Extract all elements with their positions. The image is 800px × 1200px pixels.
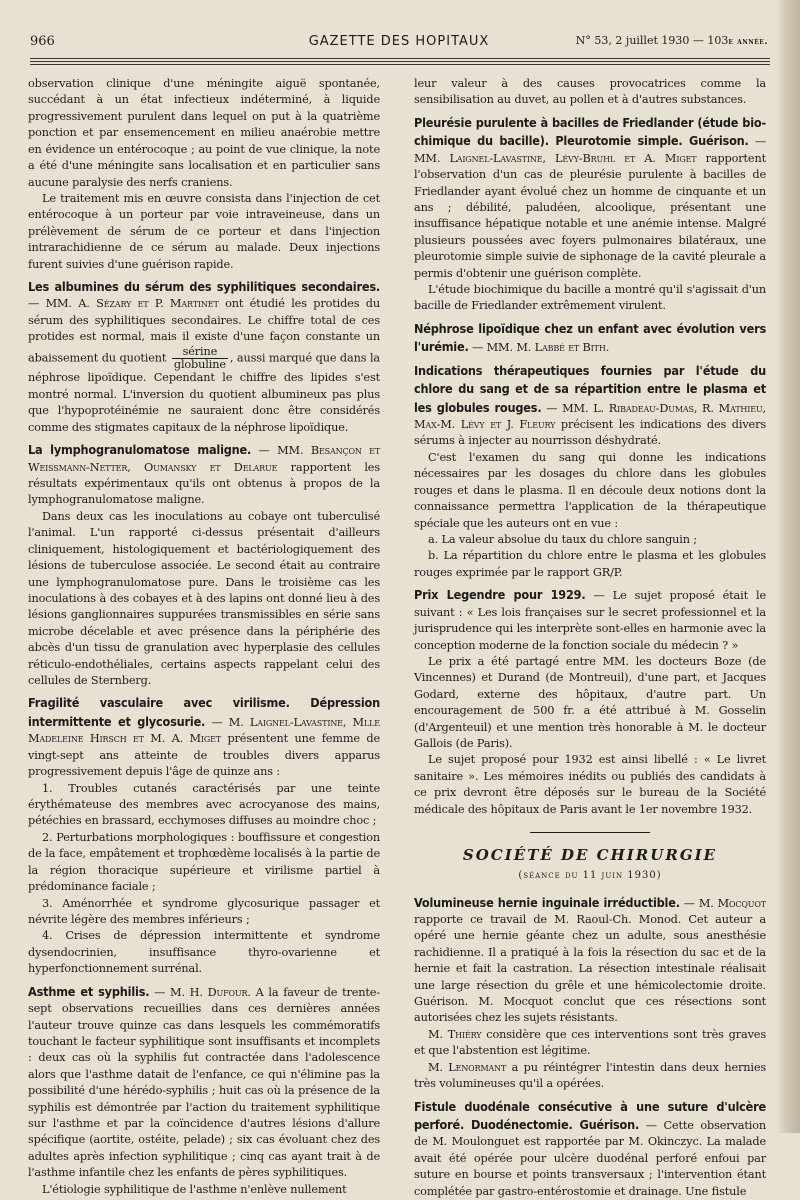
paragraph: Le prix a été partagé entre MM. les docteurs Boze (de Vincennes) et Durand (de Montreuil), d'une part, et Jacques Godard, externe des hôpitaux, d'autre part. Un encouragement de 500 fr. a été attribué à M. Gosselin (d'Argenteuil) et une mention très honorable à M. le docteur Gallois (de Paris). [414, 654, 766, 751]
page-header [30, 34, 768, 54]
fraction [172, 346, 228, 371]
article-heading: Prix Legendre pour 1929. [414, 587, 586, 603]
list-item: 1. Troubles cutanés caractérisés par une teinte érythémateuse des membres avec acrocyanose des mains, pétéchies en brassard, ecchymoses diffuses au moindre choc ; [28, 781, 380, 828]
article-body: rapportent les résultats expérimentaux qu'ils ont obtenus à propos de la lymphogranulomatose maligne. [28, 460, 380, 507]
article-sezary [28, 278, 380, 436]
article-authors: — M. H. Dufour. [154, 985, 251, 999]
list-item: 2. Perturbations morphologiques : bouffissure et congestion de la face, empâtement et trophœdème localisés à la partie de la région thoracique supérieure et virilisme partiel à prédominance faciale ; [28, 830, 380, 894]
article-heading: Néphrose lipoïdique chez un enfant avec évolution vers l'urémie. [414, 320, 766, 355]
article-heading: La lymphogranulomatose maligne. [28, 442, 252, 458]
article-body: A la faveur de trente-sept observations recueillies dans ces dernières années l'auteur trouve quinze cas dans lesquels les commémoratifs touchant le facteur syphilitique sont insuffisants et incomplets : deux cas où la syphilis fut contractée dans l'adolescence alors que l'asthme datait de l'enfance, ce qui n'élimine pas la possibilité d'une hérédo-syphilis ; huit cas où la présence de la syphilis est démontrée par l'action du traitement syphilitique sur l'asthme et par la coïncidence d'autres lésions d'allure spécifique (aortite, ostéite, pelade) ; six cas évoluant chez des adultes après infection syphilitique ; cinq cas ayant trait à de l'asthme infantile chez les enfants de pères syphilitiques. [28, 985, 381, 1180]
right-column [414, 76, 767, 1198]
article-body: ont étudié les protides du sérum des syphilitiques secondaires. Le chiffre total de ces protides est normal, mais il existe d'une façon constante un abaissement du quotient [28, 297, 380, 365]
article-body: — Le sujet proposé était le suivant : « Les lois françaises sur le secret professionnel et la jurisprudence qui les interprète sont-elles en harmonie avec la conception moderne de la fonction sociale du médecin ? » [414, 589, 766, 652]
article-fragilite [28, 694, 380, 780]
page-number: 966 [30, 34, 55, 49]
article-authors: — MM. Laignel-Lavastine, Lévy-Bruhl et A. Miget [414, 135, 766, 165]
article-body: rapporte ce travail de M. Raoul-Ch. Monod. Cet auteur a opéré une hernie géante chez un adulte, sous anesthésie rachidienne. Il a pratiqué à la fois la résection du sac et de la hernie et fait la castration. La résection intestinale réalisait une large résection du grêle et une hémicolectomie droite. Guérison. M. Mocquot conclut que ces résections sont autorisées chez les sujets résistants. [414, 912, 766, 1025]
article-body: rapportent l'observation d'un cas de pleurésie purulente à bacilles de Friedlander ayant évolué chez un homme de cinquante et un ans ; débilité, paludéen, alcoolique, présentant une insuffisance hépatique notable et une anémie intense. Malgré plusieurs poussées avec foyers pulmonaires bilatéraux, une pleurotomie simple suivie de siphonage de la cavité pleurale a permis d'obtenir une guérison complète. [414, 151, 766, 280]
article-authors: — M. Mocquot [683, 896, 766, 910]
article-authors: — M. Laignel-Lavastine, Mlle Madeleine Hirsch et M. A. Miget [28, 715, 380, 746]
issue-year-suffix: e année. [728, 37, 768, 47]
article-heading: Fragilité vasculaire avec virilisme. Dépression intermittente et glycosurie. [28, 695, 380, 729]
article-hernie [414, 894, 766, 1027]
article-authors: — MM. M. Labbé et Bith. [472, 341, 610, 355]
issue-info [576, 34, 768, 47]
paragraph: L'étude biochimique du bacille a montré qu'il s'agissait d'un bacille de Friedlander extrêmement virulent. [414, 283, 766, 313]
author-name: M. Lenormant [428, 1060, 507, 1074]
paragraph: observation clinique d'une méningite aiguë spontanée, succédant à un état infectieux indéterminé, à liquide progressivement purulent dans lequel on put à la quatrième ponction et par ensemencement en milieu anaérobie mettre en évidence un entérocoque ; au point de vue clinique, la note a été d'une méningite sans localisation et en particulier sans aucune paralysie des nerfs craniens. [28, 77, 380, 189]
article-heading: Asthme et syphilis. [28, 983, 150, 999]
journal-title: GAZETTE DES HOPITAUX [308, 34, 490, 49]
paragraph: leur valeur à des causes provocatrices comme la sensibilisation au duvet, au pollen et à d'autres substances. [414, 77, 766, 107]
paragraph: Dans deux cas les inoculations au cobaye ont tuberculisé l'animal. L'un rapporté ci-dessus présentait d'ailleurs cliniquement, histologiquement et bactériologiquement des lésions de tuberculose associée. Le second était au contraire une lymphogranulomatose pure. Dans le troisième cas les inoculations à des cobayes et à des lapins ont donné lieu à des lésions ganglionnaires suppurées transmissibles en série sans microbe décelable et avec présence dans la périphérie des abcès d'un tissu de granulation avec hyperplasie des cellules réticulo-endothéliales, certains aspects rappelant celui des cellules de Sternberg. [28, 509, 380, 688]
header-rule [30, 61, 770, 62]
article-body: a pu réintégrer l'intestin dans deux hernies très volumineuses qu'il a opérées. [414, 1060, 767, 1091]
list-item: 3. Aménorrhée et syndrome glycosurique passager et névrite légère des membres inférieurs ; [28, 896, 380, 926]
article-heading: Les albumines du sérum des syphilitiques secondaires. [28, 279, 380, 295]
fraction-denominator: globuline [173, 357, 226, 371]
article-chlore [414, 362, 766, 450]
list-item: 4. Crises de dépression intermittente et syndrome dysendocrinien, insuffisance thyro-ovarienne et hyperfonctionnement surrénal. [28, 929, 380, 976]
article-fistule [414, 1098, 766, 1200]
article-heading: Pleurésie purulente à bacilles de Friedlander (étude bio-chimique du bacille). Pleurotomie simple. Guérison. [414, 114, 766, 149]
author-name: M. Thiéry [428, 1027, 482, 1041]
article-lymphogranulomatose [28, 441, 380, 509]
article-body: — Cette observation de M. Moulonguet est rapportée par M. Okinczyc. La malade avait été opérée pour ulcère duodénal perforé enfoui par suture en bourse et points transversaux ; l'intervention étant complétée par gastro-entérostomie et drainage. Une fistule [414, 1118, 766, 1198]
paragraph: Le traitement mis en œuvre consista dans l'injection de cet entérocoque à un porteur par voie intraveineuse, dans un prélèvement de sérum de ce porteur et dans l'injection intrarachidienne de ce sérum au malade. Deux injections furent suivies d'une guérison rapide. [28, 191, 380, 271]
article-body: considère que ces interventions sont très graves et que l'abstention est légitime. [414, 1027, 766, 1058]
article-authors: — MM. L. Ribadeau-Dumas, R. Mathieu, Max-M. Lévy et J. Fleury [414, 401, 766, 432]
article-body: présentent une femme de vingt-sept ans atteinte de troubles divers apparus progressivement depuis l'âge de quinze ans : [28, 732, 380, 779]
section-subtitle: (séance du 11 juin 1930) [518, 869, 662, 881]
page-edge-shadow [776, 0, 800, 1133]
issue-date: N° 53, 2 juillet 1930 — 103 [575, 34, 729, 47]
article-body: précisent les indications des divers sérums à injecter au nourrisson déshydraté. [414, 418, 766, 448]
article-body: , aussi marqué que dans la néphrose lipoïdique. Cependant le chiffre des lipides s'est montré normal. L'inversion du quotient albumineux pas plus que l'hypoprotéinémie ne sauraient donc être considérés comme des stigmates capitaux de la néphrose lipoïdique. [28, 351, 380, 434]
article-heading: Volumineuse hernie inguinale irréductible. [414, 894, 680, 910]
header-rule [30, 64, 770, 65]
header-rule [30, 58, 770, 59]
article-authors: — MM. Besançon et Weissmann-Netter, Oumansky et Delarue [28, 444, 380, 474]
article-heading: Indications thérapeutiques fournies par l'étude du chlore du sang et de sa répartition entre le plasma et les globules rouges. [414, 362, 766, 415]
left-column [28, 76, 381, 1196]
article-nephrose [414, 320, 766, 357]
list-item: a. La valeur absolue du taux du chlore sanguin ; [428, 532, 697, 546]
article-prix-legendre [414, 586, 766, 654]
paragraph [414, 1060, 766, 1093]
paragraph: C'est l'examen du sang qui donne les indications nécessaires par les dosages du chlore dans les globules rouges et dans le plasma. Il en découle deux notions dont la connaissance permettra l'application de la thérapeutique spéciale que les auteurs ont en vue : [414, 450, 766, 530]
paragraph: Le sujet proposé pour 1932 est ainsi libellé : « Le livret sanitaire ». Les mémoires inédits ou publiés des candidats à ce prix devront être déposés sur le bureau de la Société médicale des hôpitaux de Paris avant le 1er novembre 1932. [414, 753, 766, 816]
article-heading: Fistule duodénale consécutive à une suture d'ulcère perforé. Duodénectomie. Guérison. [414, 1098, 766, 1132]
article-asthme [28, 983, 380, 1182]
section-title: SOCIÉTÉ DE CHIRURGIE [462, 846, 718, 865]
paragraph: L'étiologie syphilitique de l'asthme n'enlève nullement [42, 1182, 347, 1196]
list-item: b. La répartition du chlore entre le plasma et les globules rouges exprimée par le rapport GR/P. [414, 549, 766, 579]
section-divider [530, 832, 650, 833]
article-pleuresie [414, 114, 766, 282]
fraction-numerator: sérine [172, 346, 228, 359]
article-authors: — MM. A. Sézary et P. Martinet [28, 297, 219, 311]
paragraph [414, 1027, 766, 1060]
